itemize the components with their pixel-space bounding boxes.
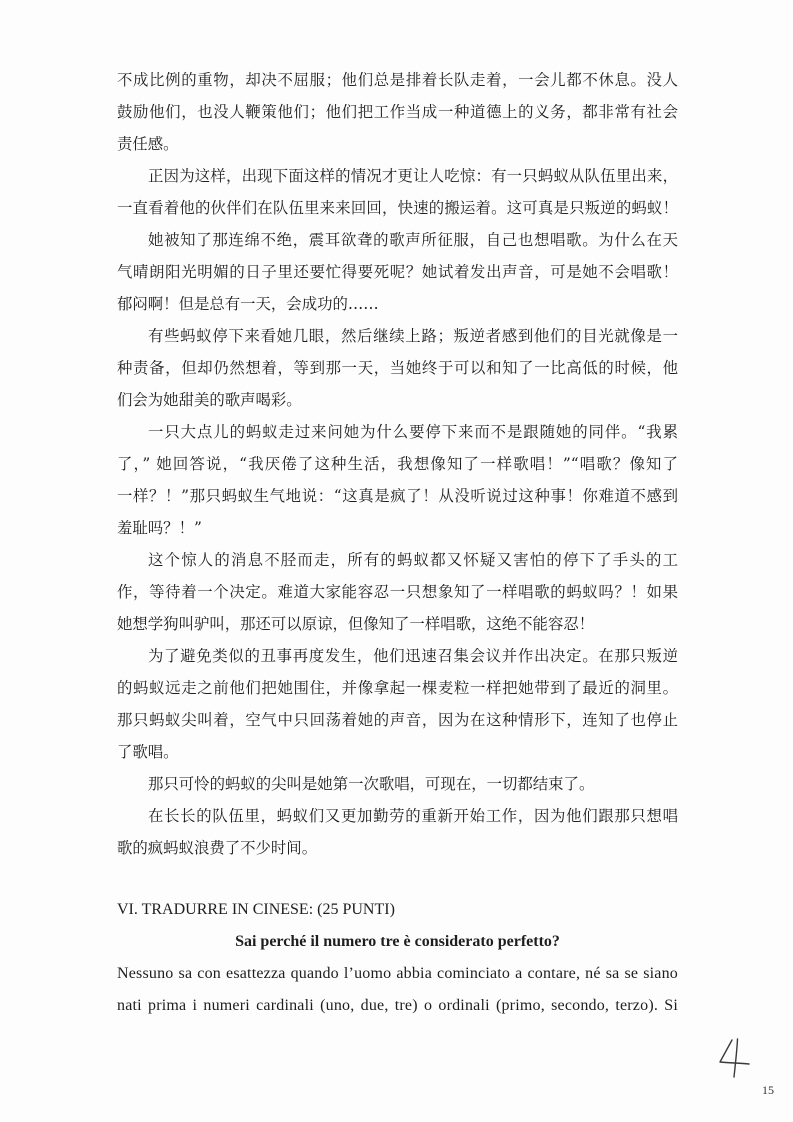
text-line: 这个惊人的消息不胫而走，所有的蚂蚁都又怀疑又害怕的停下了手头的工 <box>148 551 678 569</box>
text-line: 歌的疯蚂蚁浪费了不少时间。 <box>117 839 318 857</box>
section-heading: VI. TRADURRE IN CINESE: (25 PUNTI) <box>117 901 395 918</box>
text-line: 了歌唱。 <box>117 743 179 761</box>
text-line: 羞耻吗？！” <box>117 519 202 537</box>
paragraph <box>117 224 678 320</box>
text-line: 她被知了那连绵不绝，震耳欲聋的歌声所征服，自己也想唱歌。为什么在天 <box>148 231 678 249</box>
page-number: 15 <box>762 1083 774 1097</box>
paragraph <box>117 768 678 800</box>
text-line: 有些蚂蚁停下来看她几眼，然后继续上路；叛逆者感到他们的目光就像是一 <box>148 327 678 345</box>
text-line: 气晴朗阳光明媚的日子里还要忙得要死呢？她试着发出声音，可是她不会唱歌！ <box>117 263 678 281</box>
paragraph <box>117 640 678 768</box>
chinese-passage <box>117 64 678 864</box>
text-line: 那只蚂蚁尖叫着，空气中只回荡着她的声音，因为在这种情形下，连知了也停止 <box>117 711 678 729</box>
text-line: 一样？！”那只蚂蚁生气地说：“这真是疯了！从没听说过这种事！你难道不感到 <box>117 487 678 505</box>
text-line: 的蚂蚁远走之前他们把她围住，并像拿起一棵麦粒一样把她带到了最近的洞里。 <box>117 679 678 697</box>
text-line: Nessuno sa con esattezza quando l’uomo abbia cominciato a contare, né sa se siano <box>117 965 678 982</box>
text-line: 作，等待着一个决定。难道大家能容忍一只想象知了一样唱歌的蚂蚁吗？！如果 <box>117 583 678 601</box>
exercise-title: Sai perché il numero tre è considerato perfetto? <box>235 933 560 950</box>
text-line: 在长长的队伍里，蚂蚁们又更加勤劳的重新开始工作，因为他们跟那只想唱 <box>148 807 678 825</box>
text-line: 种责备，但却仍然想着，等到那一天，当她终于可以和知了一比高低的时候，他 <box>117 359 678 377</box>
text-line: 鼓励他们，也没人鞭策他们；他们把工作当成一种道德上的义务，都非常有社会 <box>117 103 678 121</box>
text-line: 责任感。 <box>117 135 179 153</box>
text-line: nati prima i numeri cardinali (uno, due, tre) o ordinali (primo, secondo, terzo). Si <box>117 997 678 1014</box>
text-line: 们会为她甜美的歌声喝彩。 <box>117 391 302 409</box>
handwritten-score-mark <box>712 1030 760 1082</box>
text-line: 一直看着他的伙伴们在队伍里来来回回，快速的搬运着。这可真是只叛逆的蚂蚁！ <box>117 199 678 217</box>
text-line: 她想学狗叫驴叫，那还可以原谅，但像知了一样唱歌，这绝不能容忍！ <box>117 615 595 633</box>
text-line: 为了避免类似的丑事再度发生，他们迅速召集会议并作出决定。在那只叛逆 <box>148 647 678 665</box>
text-line: 了，” 她回答说，“我厌倦了这种生活，我想像知了一样歌唱！”“唱歌？像知了 <box>117 455 678 473</box>
text-line: 正因为这样，出现下面这样的情况才更让人吃惊：有一只蚂蚁从队伍里出来， <box>148 167 678 185</box>
translation-exercise <box>117 894 678 1022</box>
paragraph <box>117 544 678 640</box>
paragraph <box>117 160 678 224</box>
text-line: 不成比例的重物，却决不屈服；他们总是排着长队走着，一会儿都不休息。没人 <box>117 71 678 89</box>
score-stroke-vertical <box>734 1039 738 1077</box>
text-line: 一只大点儿的蚂蚁走过来问她为什么要停下来而不是跟随她的同伴。“我累 <box>148 423 678 441</box>
paragraph <box>117 320 678 416</box>
score-stroke-arm <box>720 1040 749 1064</box>
paragraph-continued <box>117 64 678 160</box>
paragraph <box>117 800 678 864</box>
text-line: 郁闷啊！但是总有一天，会成功的…… <box>117 295 379 313</box>
text-line: 那只可怜的蚂蚁的尖叫是她第一次歌唱，可现在，一切都结束了。 <box>148 775 595 793</box>
paragraph <box>117 416 678 544</box>
